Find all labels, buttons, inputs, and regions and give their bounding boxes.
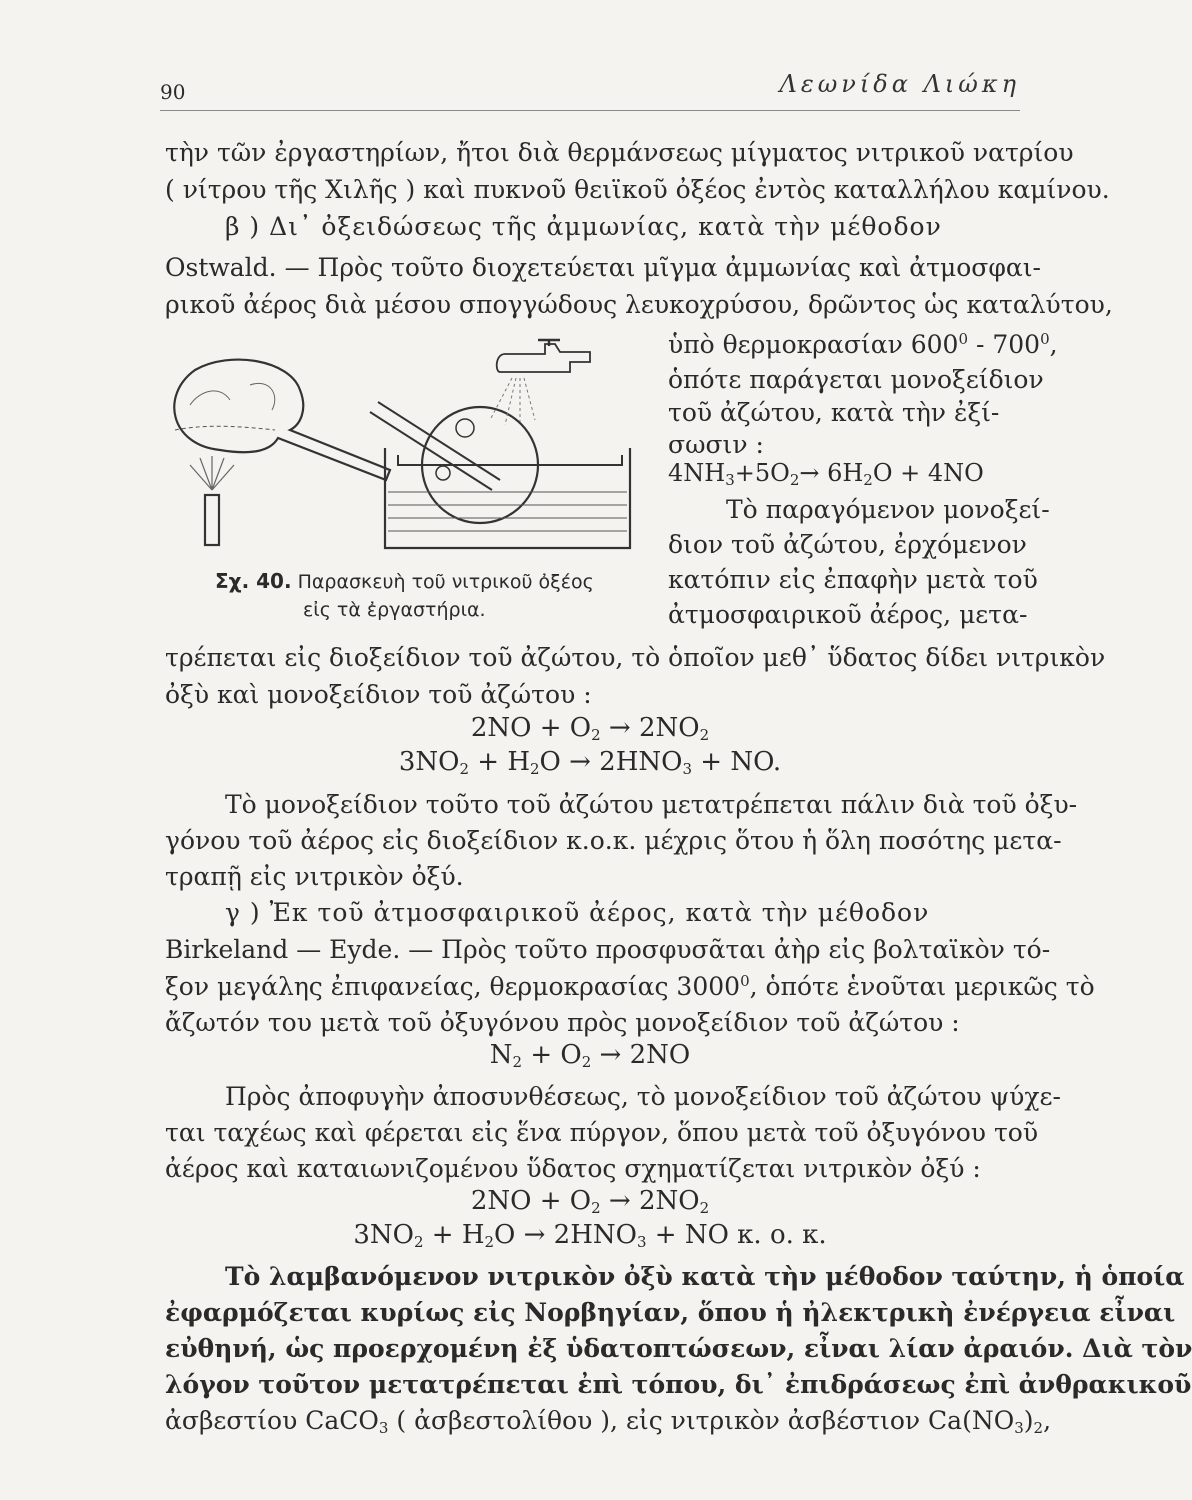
equation: $2NO + O_2 \to 2NO_2$ bbox=[470, 1186, 710, 1217]
text-line: ἀτμοσφαιρικοῦ ἀέρος, μετα- bbox=[668, 600, 1028, 629]
text-line: Τὸ παραγόμενον μονοξεί- bbox=[726, 495, 1050, 524]
equation: $3NO_2 + H_2O \to 2HNO_3$ + NO. bbox=[398, 747, 782, 778]
text-line: Τὸ μονοξείδιον τοῦτο τοῦ ἀζώτου μετατρέπεται πάλιν διὰ τοῦ ὀξυ- bbox=[225, 790, 1078, 819]
page-header bbox=[160, 70, 1020, 111]
page-number: 90 bbox=[160, 80, 186, 104]
caption-text: Παρασκευὴ τοῦ νιτρικοῦ ὀξέος bbox=[297, 571, 594, 593]
text-line: κατόπιν εἰς ἐπαφὴν μετὰ τοῦ bbox=[668, 565, 1038, 594]
equation: $N_2 + O_2 \to 2NO$ bbox=[489, 1040, 691, 1071]
text-line: διον τοῦ ἀζώτου, ἐρχόμενον bbox=[668, 530, 1027, 559]
text-line: ( νίτρου τῆς Χιλῆς ) καὶ πυκνοῦ θειϊκοῦ ὀξέος ἐντὸς καταλλήλου καμίνου. bbox=[165, 175, 1110, 204]
text-line: εὐθηνή, ὡς προερχομένη ἐξ ὑδατοπτώσεων, εἶναι λίαν ἀραιόν. Διὰ τὸν bbox=[165, 1334, 1192, 1363]
text-line: ται ταχέως καὶ φέρεται εἰς ἕνα πύργον, ὅπου μετὰ τοῦ ὀξυγόνου τοῦ bbox=[165, 1118, 1039, 1147]
text-line: Τὸ λαμβανόμενον νιτρικὸν ὀξὺ κατὰ τὴν μέθοδον ταύτην, ἡ ὁποία bbox=[225, 1262, 1185, 1291]
figure-caption bbox=[215, 567, 655, 624]
text-line: τὴν τῶν ἐργαστηρίων, ἤτοι διὰ θερμάνσεως μίγματος νιτρικοῦ νατρίου bbox=[165, 138, 1074, 167]
text-line: ὁπότε παράγεται μονοξείδιον bbox=[668, 365, 1044, 394]
equation-ostwald: $4NH_3+5O_2\to 6H_2O + 4NO$ bbox=[668, 459, 984, 489]
text-line: τοῦ ἀζώτου, κατὰ τὴν ἐξί- bbox=[668, 398, 1000, 427]
text-line: Ostwald. — Πρὸς τοῦτο διοχετεύεται μῖγμα ἀμμωνίας καὶ ἀτμοσφαι- bbox=[165, 253, 1041, 282]
text-line: τραπῇ εἰς νιτρικὸν ὀξύ. bbox=[165, 862, 464, 891]
text-line: λόγον τοῦτον μετατρέπεται ἐπὶ τόπου, δι᾽ ἐπιδράσεως ἐπὶ ἀνθρακικοῦ bbox=[165, 1370, 1192, 1399]
lab-apparatus-illustration bbox=[160, 330, 660, 565]
text-line: Πρὸς ἀποφυγὴν ἀποσυνθέσεως, τὸ μονοξείδιον τοῦ ἀζώτου ψύχε- bbox=[225, 1082, 1061, 1111]
text-line: ἀσβεστίου CaCO$_3$ ( ἀσβεστολίθου ), εἰς νιτρικὸν ἀσβέστιον $Ca(NO_3)_2$, bbox=[165, 1406, 1052, 1437]
text-line: ἄζωτόν του μετὰ τοῦ ὀξυγόνου πρὸς μονοξείδιον τοῦ ἀζώτου : bbox=[165, 1008, 960, 1037]
text-line: τρέπεται εἰς διοξείδιον τοῦ ἀζώτου, τὸ ὁποῖον μεθ᾽ ὕδατος δίδει νιτρικὸν bbox=[165, 643, 1106, 672]
text-line: γόνου τοῦ ἀέρος εἰς διοξείδιον κ.ο.κ. μέχρις ὅτου ἡ ὅλη ποσότης μετα- bbox=[165, 826, 1062, 855]
text-line: ξον μεγάλης ἐπιφανείας, θερμοκρασίας 3000$^0$, ὁπότε ἑνοῦται μερικῶς τὸ bbox=[165, 972, 1095, 1001]
text-line: ὑπὸ θερμοκρασίαν $600^0 - 700^0$, bbox=[668, 330, 1058, 359]
equation: $3NO_2 + H_2O \to 2HNO_3$ + NO κ. ο. κ. bbox=[353, 1220, 827, 1251]
text-line: β ) Δι᾽ ὀξειδώσεως τῆς ἀμμωνίας, κατὰ τὴν μέθοδον bbox=[225, 212, 942, 241]
text-line: σωσιν : bbox=[668, 430, 764, 459]
running-head: Λεωνίδα Λιώκη bbox=[779, 70, 1020, 98]
text-line: Birkeland — Eyde. — Πρὸς τοῦτο προσφυσᾶται ἀὴρ εἰς βολταϊκὸν τό- bbox=[165, 935, 1051, 964]
text-line: ὀξὺ καὶ μονοξείδιον τοῦ ἀζώτου : bbox=[165, 680, 592, 709]
text-line: ἀέρος καὶ καταιωνιζομένου ὕδατος σχηματίζεται νιτρικὸν ὀξύ : bbox=[165, 1154, 981, 1183]
caption-text: εἰς τὰ ἐργαστήρια. bbox=[303, 599, 486, 621]
text-line: ρικοῦ ἀέρος διὰ μέσου σπογγώδους λευκοχρύσου, δρῶντος ὡς καταλύτου, bbox=[165, 290, 1113, 319]
text-line: ἐφαρμόζεται κυρίως εἰς Νορβηγίαν, ὅπου ἡ ἠλεκτρικὴ ἐνέργεια εἶναι bbox=[165, 1298, 1176, 1327]
equation: $2NO + O_2 \to 2NO_2$ bbox=[470, 713, 710, 744]
text-line: γ ) Ἐκ τοῦ ἀτμοσφαιρικοῦ ἀέρος, κατὰ τὴν μέθοδον bbox=[225, 898, 930, 927]
figure-label: Σχ. 40. bbox=[215, 569, 292, 593]
